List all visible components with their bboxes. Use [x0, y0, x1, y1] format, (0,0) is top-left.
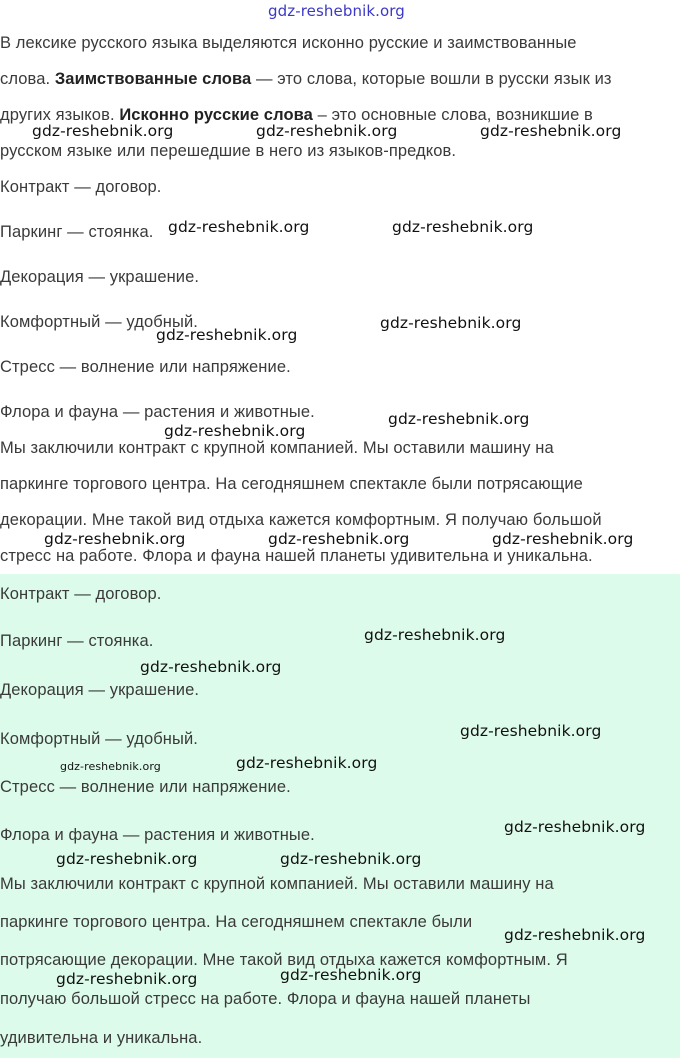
watermark: gdz-reshebnik.org	[492, 530, 634, 548]
answer-pair-5: Стресс — волнение или напряжение.	[0, 778, 291, 796]
watermark: gdz-reshebnik.org	[364, 626, 506, 644]
intro-line-2	[0, 70, 612, 89]
watermark: gdz-reshebnik.org	[256, 122, 398, 140]
watermark: gdz-reshebnik.org	[140, 658, 282, 676]
answer-sentence-line-4: получаю большой стресс на работе. Флора и фауна нашей планеты	[0, 990, 531, 1008]
watermark: gdz-reshebnik.org	[32, 122, 174, 140]
answer-pair-2: Паркинг — стоянка.	[0, 632, 154, 650]
watermark: gdz-reshebnik.org	[388, 410, 530, 428]
watermark: gdz-reshebnik.org	[280, 966, 422, 984]
watermark: gdz-reshebnik.org	[504, 926, 646, 944]
intro-text: — это слова, которые вошли в русски язык из	[251, 70, 612, 88]
watermark: gdz-reshebnik.org	[280, 850, 422, 868]
task-pair-6: Флора и фауна — растения и животные.	[0, 403, 315, 421]
task-pair-4: Комфортный — удобный.	[0, 313, 198, 331]
task-pair-1: Контракт — договор.	[0, 178, 162, 196]
task-pair-2: Паркинг — стоянка.	[0, 223, 154, 241]
answer-pair-3: Декорация — украшение.	[0, 681, 200, 699]
task-pair-3: Декорация — украшение.	[0, 268, 200, 286]
answer-sentence-line-5: удивительна и уникальна.	[0, 1029, 203, 1047]
watermark: gdz-reshebnik.org	[380, 314, 522, 332]
watermark: gdz-reshebnik.org	[480, 122, 622, 140]
watermark: gdz-reshebnik.org	[268, 530, 410, 548]
intro-line-1: В лексике русского языка выделяются исконно русские и заимствованные	[0, 34, 577, 52]
watermark: gdz-reshebnik.org	[56, 970, 198, 988]
watermark: gdz-reshebnik.org	[164, 422, 306, 440]
term-native-words: Исконно русские слова	[119, 106, 313, 124]
intro-text: – это основные слова, возникшие в	[312, 106, 593, 124]
answer-pair-4: Комфортный — удобный.	[0, 730, 198, 748]
task-sentence-line-2: паркинге торгового центра. На сегодняшнем спектакле были потрясающие	[0, 475, 583, 493]
watermark: gdz-reshebnik.org	[236, 754, 378, 772]
watermark: gdz-reshebnik.org	[156, 326, 298, 344]
answer-pair-6: Флора и фауна — растения и животные.	[0, 826, 315, 844]
intro-text: других языков.	[0, 106, 120, 124]
watermark: gdz-reshebnik.org	[392, 218, 534, 236]
task-sentence-line-1: Мы заключили контракт с крупной компанией. Мы оставили машину на	[0, 439, 554, 457]
task-sentence-line-3: декорации. Мне такой вид отдыха кажется комфортным. Я получаю большой	[0, 511, 602, 529]
watermark: gdz-reshebnik.org	[56, 850, 198, 868]
task-pair-5: Стресс — волнение или напряжение.	[0, 358, 291, 376]
intro-line-4: русском языке или перешедшие в него из языков-предков.	[0, 142, 457, 160]
task-sentence-line-4: стресс на работе. Флора и фауна нашей планеты удивительна и уникальна.	[0, 547, 593, 565]
term-borrowed-words: Заимствованные слова	[54, 70, 252, 88]
watermark: gdz-reshebnik.org	[60, 760, 161, 773]
intro-text: слова.	[0, 70, 55, 88]
answer-pair-1: Контракт — договор.	[0, 585, 162, 603]
answer-sentence-line-3: потрясающие декорации. Мне такой вид отдыха кажется комфортным. Я	[0, 951, 568, 969]
site-link[interactable]: gdz-reshebnik.org	[268, 2, 405, 20]
watermark: gdz-reshebnik.org	[44, 530, 186, 548]
watermark: gdz-reshebnik.org	[504, 818, 646, 836]
watermark: gdz-reshebnik.org	[460, 722, 602, 740]
answer-sentence-line-1: Мы заключили контракт с крупной компанией. Мы оставили машину на	[0, 875, 554, 893]
answer-sentence-line-2: паркинге торгового центра. На сегодняшнем спектакле были	[0, 913, 473, 931]
watermark: gdz-reshebnik.org	[168, 218, 310, 236]
